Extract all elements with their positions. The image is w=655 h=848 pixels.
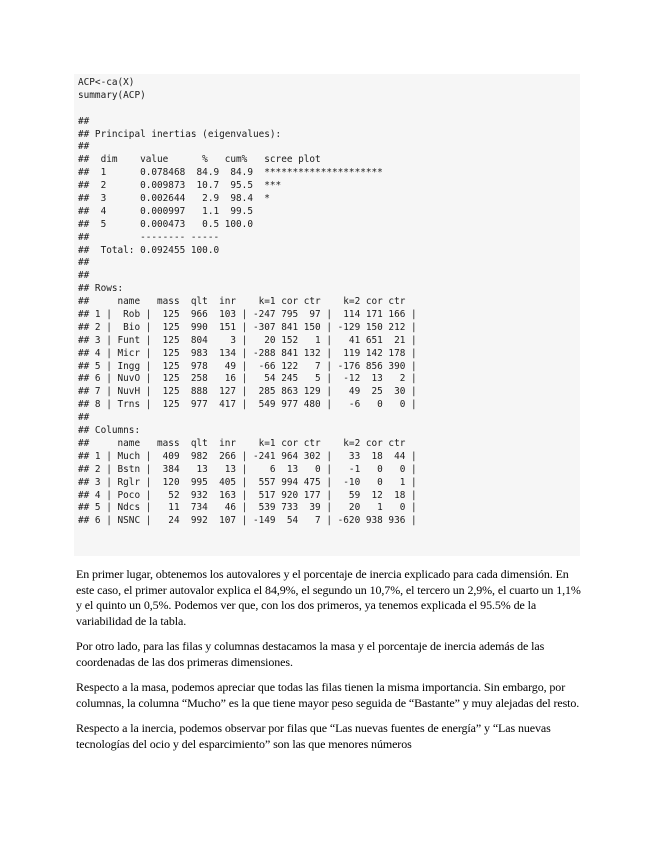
code-line: ## 2 | Bstn | 384 13 13 | 6 13 0 | -1 0 0 |	[78, 463, 417, 475]
code-line: ##	[78, 412, 90, 424]
code-line: ## Rows:	[78, 283, 124, 295]
code-line: ## 5 | Ndcs | 11 734 46 | 539 733 39 | 20 1 0 |	[78, 502, 417, 514]
code-line: ## 7 | NuvH | 125 888 127 | 285 863 129 | 49 25 30 |	[78, 386, 417, 398]
code-line: ## 1 0.078468 84.9 84.9 *********************	[78, 167, 383, 179]
code-line: ## name mass qlt inr k=1 cor ctr k=2 cor ctr	[78, 437, 406, 449]
paragraph-rows-columns: Por otro lado, para las filas y columnas destacamos la masa y el porcentaje de inercia además de las coordenadas de las dos primeras dimensiones.	[76, 639, 545, 669]
code-line: ## 3 0.002644 2.9 98.4 *	[78, 193, 270, 205]
code-line: ##	[78, 141, 90, 153]
code-line: ## 3 | Rglr | 120 995 405 | 557 994 475 | -10 0 1 |	[78, 476, 417, 488]
code-line: ## name mass qlt inr k=1 cor ctr k=2 cor ctr	[78, 296, 406, 308]
code-line: ## 4 | Poco | 52 932 163 | 517 920 177 | 59 12 18 |	[78, 489, 417, 501]
code-line: ## Total: 0.092455 100.0	[78, 244, 220, 256]
code-line: ## 3 | Funt | 125 804 3 | 20 152 1 | 41 651 21 |	[78, 334, 417, 346]
code-output	[74, 74, 580, 528]
code-line: ACP<-ca(X)	[78, 77, 135, 88]
code-line: ## 6 | NuvO | 125 258 16 | 54 245 5 | -12 13 2 |	[78, 373, 417, 385]
code-line: ##	[78, 257, 90, 269]
r-code-output-block	[74, 74, 580, 556]
code-line: ## 5 0.000473 0.5 100.0	[78, 218, 253, 230]
code-line: ##	[78, 115, 90, 127]
paragraph-mass: Respecto a la masa, podemos apreciar que todas las filas tienen la misma importancia. Sin embargo, por columnas, la columna “Mucho” es la que tiene mayor peso seguida de “Bastante” y muy alejadas del resto.	[76, 680, 580, 710]
code-line: ## 2 | Bio | 125 990 151 | -307 841 150 | -129 150 212 |	[78, 321, 417, 333]
code-line: ## 6 | NSNC | 24 992 107 | -149 54 7 | -620 938 936 |	[78, 515, 417, 527]
code-line: ## 5 | Ingg | 125 978 49 | -66 122 7 | -176 856 390 |	[78, 360, 417, 372]
code-line: ## Principal inertias (eigenvalues):	[78, 128, 282, 140]
code-line: ## 2 0.009873 10.7 95.5 ***	[78, 180, 282, 192]
code-line: ## 8 | Trns | 125 977 417 | 549 977 480 | -6 0 0 |	[78, 399, 417, 411]
code-line: ## 1 | Much | 409 982 266 | -241 964 302 | 33 18 44 |	[78, 450, 417, 462]
paragraph-eigenvalues: En primer lugar, obtenemos los autovalores y el porcentaje de inercia explicado para cada dimensión. En este caso, el primer autovalor explica el 84,9%, el segundo un 10,7%, el tercero un 2,9%, el cuarto un 1,1% y el quinto un 0,5%. Podemos ver que, con los dos primeros, ya tenemos explicada el 95.5% de la variabilidad de la tabla.	[76, 567, 581, 628]
code-line: ## -------- -----	[78, 231, 220, 243]
code-line: ## 4 0.000997 1.1 99.5	[78, 205, 253, 217]
code-line: ## 4 | Micr | 125 983 134 | -288 841 132 | 119 142 178 |	[78, 347, 417, 359]
code-line	[78, 103, 580, 116]
code-line: ##	[78, 270, 90, 282]
body-text	[76, 567, 586, 762]
code-line: ## Columns:	[78, 425, 141, 437]
paragraph-inertia: Respecto a la inercia, podemos observar por filas que “Las nuevas fuentes de energía” y “Las nuevas tecnologías del ocio y del esparcimiento” son las que menores números	[76, 721, 551, 751]
code-line: ## 1 | Rob | 125 966 103 | -247 795 97 | 114 171 166 |	[78, 309, 417, 321]
code-line: summary(ACP)	[78, 89, 146, 101]
code-line: ## dim value % cum% scree plot	[78, 154, 321, 166]
